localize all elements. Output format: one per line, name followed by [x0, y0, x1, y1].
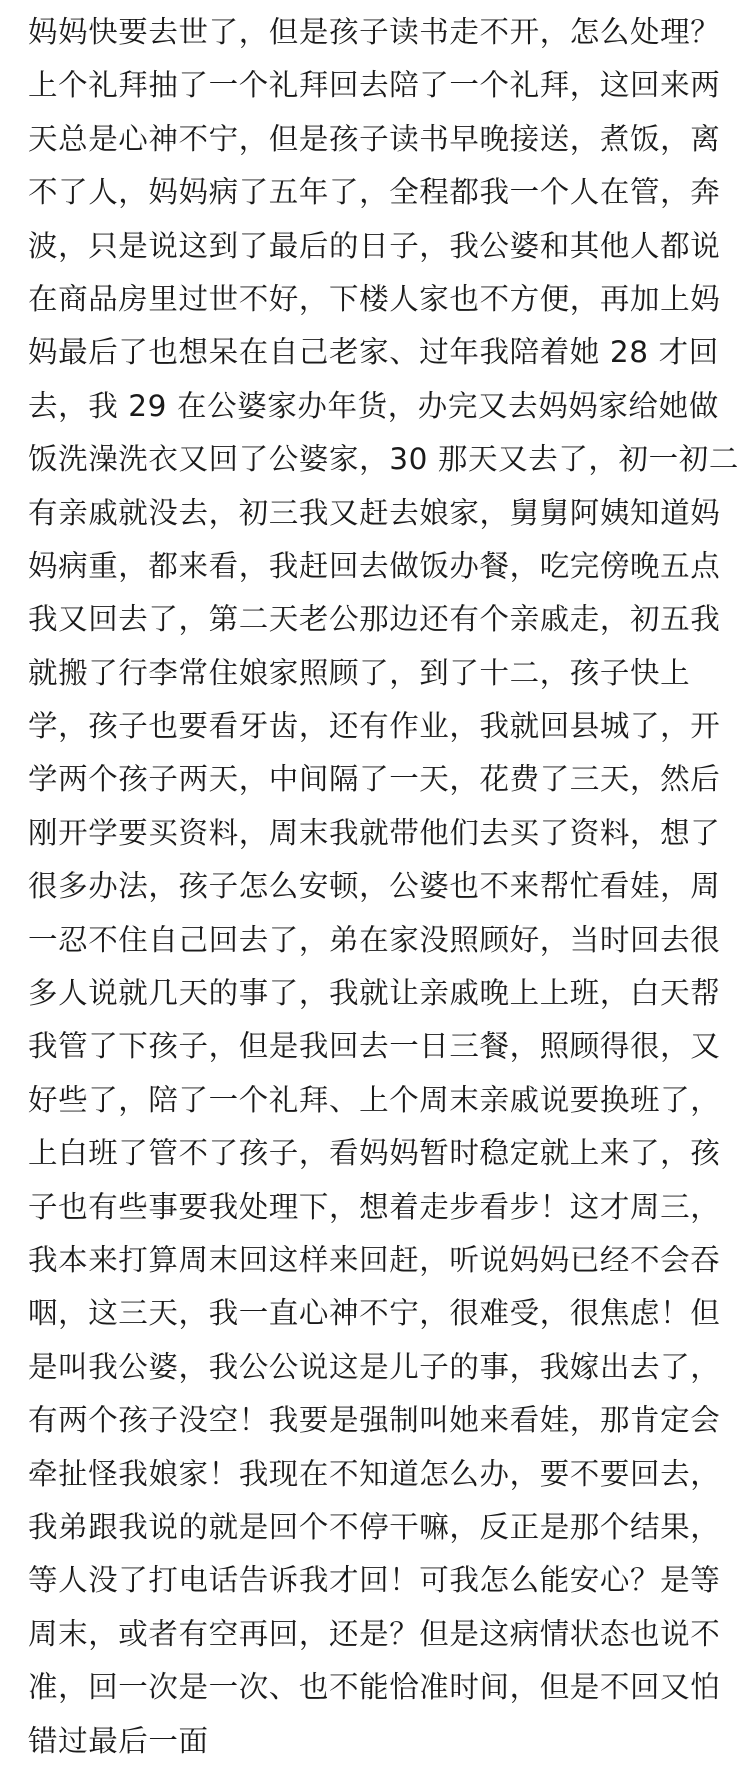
post-line: 我本来打算周末回这样来回赶，听说妈妈已经不会吞 [28, 1242, 721, 1277]
post-line: 牵扯怪我娘家！我现在不知道怎么办，要不要回去， [28, 1456, 721, 1491]
post-line: 有两个孩子没空！我要是强制叫她来看娃，那肯定会 [28, 1403, 721, 1438]
post-line: 我管了下孩子，但是我回去一日三餐，照顾得很，又 [28, 1029, 721, 1064]
post-line: 上白班了管不了孩子，看妈妈暂时稳定就上来了，孩 [28, 1136, 721, 1171]
post-line: 等人没了打电话告诉我才回！可我怎么能安心？是等 [28, 1563, 721, 1598]
post-line: 饭洗澡洗衣又回了公婆家，30 那天又去了，初一初二 [28, 442, 739, 477]
post-line: 在商品房里过世不好，下楼人家也不方便，再加上妈 [28, 281, 721, 316]
post-line: 子也有些事要我处理下，想着走步看步！这才周三， [28, 1189, 721, 1224]
post-line: 我又回去了，第二天老公那边还有个亲戚走，初五我 [28, 602, 721, 637]
post-line: 天总是心神不宁，但是孩子读书早晚接送，煮饭，离 [28, 121, 721, 156]
post-line: 很多办法，孩子怎么安顿，公婆也不来帮忙看娃，周 [28, 869, 721, 904]
post-line: 刚开学要买资料，周末我就带他们去买了资料，想了 [28, 815, 721, 850]
post-line: 学两个孩子两天，中间隔了一天，花费了三天，然后 [28, 762, 721, 797]
post-line: 多人说就几天的事了，我就让亲戚晚上上班，白天帮 [28, 976, 721, 1011]
post-line: 有亲戚就没去，初三我又赶去娘家，舅舅阿姨知道妈 [28, 495, 721, 530]
post-line: 上个礼拜抽了一个礼拜回去陪了一个礼拜，这回来两 [28, 68, 721, 103]
post-line: 一忍不住自己回去了，弟在家没照顾好，当时回去很 [28, 922, 721, 957]
post-line: 不了人，妈妈病了五年了，全程都我一个人在管，奔 [28, 175, 721, 210]
post-line: 妈最后了也想呆在自己老家、过年我陪着她 28 才回 [28, 335, 719, 370]
post-line: 好些了，陪了一个礼拜、上个周末亲戚说要换班了， [28, 1082, 721, 1117]
post-line: 波，只是说这到了最后的日子，我公婆和其他人都说 [28, 228, 721, 263]
post-line: 是叫我公婆，我公公说这是儿子的事，我嫁出去了， [28, 1349, 721, 1384]
post-line: 准，回一次是一次、也不能恰准时间，但是不回又怕 [28, 1670, 721, 1705]
post-line: 妈妈快要去世了，但是孩子读书走不开，怎么处理？ [28, 15, 721, 49]
post-line: 去，我 29 在公婆家办年货，办完又去妈妈家给她做 [28, 388, 719, 423]
post-line: 错过最后一面 [28, 1723, 209, 1758]
post-line: 妈病重，都来看，我赶回去做饭办餐，吃完傍晚五点 [28, 548, 721, 583]
post-line: 咽，这三天，我一直心神不宁，很难受，很焦虑！但 [28, 1296, 721, 1331]
post-line: 学，孩子也要看牙齿，还有作业，我就回县城了，开 [28, 709, 721, 744]
post-line: 我弟跟我说的就是回个不停干嘛，反正是那个结果， [28, 1509, 721, 1544]
post-line: 周末，或者有空再回，还是？但是这病情状态也说不 [28, 1616, 721, 1651]
post-line: 就搬了行李常住娘家照顾了，到了十二，孩子快上 [28, 655, 691, 690]
